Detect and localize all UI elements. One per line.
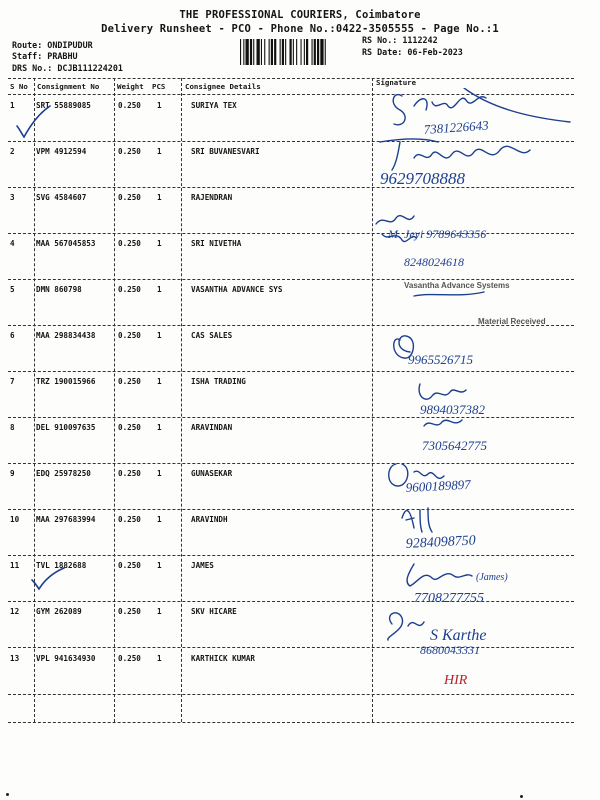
phone-handwritten: 9894037382	[420, 402, 485, 417]
row-consignment: MAA 567045853	[36, 239, 96, 248]
phone-handwritten: 9284098750	[405, 533, 477, 552]
row-pcs: 1	[157, 423, 162, 432]
checkmark-icon	[30, 566, 70, 592]
row-sno: 12	[10, 607, 20, 616]
drs-number: DRS No.: DCJB111224201	[12, 63, 123, 73]
company-title: THE PROFESSIONAL COURIERS, Coimbatore	[179, 9, 421, 21]
row-consignee: ARAVINDAN	[191, 423, 233, 432]
row-consignment: VPL 941634930	[36, 654, 96, 663]
row-pcs: 1	[157, 147, 162, 156]
phone-handwritten: 9600189897	[405, 476, 472, 495]
row-weight: 0.250	[118, 239, 141, 248]
row-sno: 13	[10, 654, 20, 663]
row-consignment: SRT 55889085	[36, 101, 91, 110]
row-consignment: MAA 297683994	[36, 515, 96, 524]
stamp-text: Material Received	[478, 317, 546, 326]
scan-speck	[6, 793, 9, 796]
signature-mark	[407, 564, 472, 586]
row-sno: 8	[10, 423, 15, 432]
row-sno: 1	[10, 101, 15, 110]
handwritten-name: (James)	[476, 572, 508, 583]
row-sno: 11	[10, 561, 20, 570]
row-pcs: 1	[157, 377, 162, 386]
row-weight: 0.250	[118, 607, 141, 616]
row-weight: 0.250	[118, 469, 141, 478]
phone-handwritten: 7708277755	[414, 591, 484, 606]
row-weight: 0.250	[118, 515, 141, 524]
phone-handwritten: 7381226643	[423, 117, 490, 137]
row-pcs: 1	[157, 193, 162, 202]
row-weight: 0.250	[118, 377, 141, 386]
row-pcs: 1	[157, 654, 162, 663]
row-consignment: GYM 262089	[36, 607, 82, 616]
row-consignment: MAA 298834438	[36, 331, 96, 340]
row-weight: 0.250	[118, 654, 141, 663]
row-consignment: TRZ 190015966	[36, 377, 96, 386]
row-consignee: ARAVINDH	[191, 515, 228, 524]
phone-handwritten: 7305642775	[422, 438, 487, 453]
phone-handwritten: 9965526715	[408, 352, 473, 367]
row-consignment: TVL 1882688	[36, 561, 87, 570]
row-weight: 0.250	[118, 423, 141, 432]
row-consignment: EDQ 25978250	[36, 469, 91, 478]
row-consignee: KARTHICK KUMAR	[191, 654, 256, 663]
row-pcs: 1	[157, 561, 162, 570]
handwritten-numbers	[380, 117, 508, 657]
signature-mark	[424, 420, 462, 426]
row-sno: 9	[10, 469, 15, 478]
signature-mark	[380, 139, 530, 170]
header-weight: Weight	[117, 82, 144, 91]
row-sno: 5	[10, 285, 15, 294]
row-consignee: VASANTHA ADVANCE SYS	[191, 285, 283, 294]
row-sno: 7	[10, 377, 15, 386]
row-consignee: GUNASEKAR	[191, 469, 233, 478]
row-pcs: 1	[157, 101, 162, 110]
row-pcs: 1	[157, 285, 162, 294]
signature-mark	[414, 292, 484, 296]
initials-red: HIR	[444, 673, 468, 688]
row-sno: 4	[10, 239, 15, 248]
phone-handwritten: 9629708888	[380, 169, 465, 188]
row-pcs: 1	[157, 607, 162, 616]
row-pcs: 1	[157, 515, 162, 524]
row-weight: 0.250	[118, 147, 141, 156]
row-sno: 10	[10, 515, 20, 524]
row-consignee: CAS SALES	[191, 331, 233, 340]
header-pcs: PCS	[152, 82, 166, 91]
row-sno: 6	[10, 331, 15, 340]
table-bottom-rule	[8, 722, 574, 723]
rs-number: RS No.: 1112242	[362, 35, 438, 45]
barcode-icon	[240, 39, 356, 65]
row-sno: 2	[10, 147, 15, 156]
row-weight: 0.250	[118, 285, 141, 294]
row-consignee: SURIYA TEX	[191, 101, 237, 110]
row-pcs: 1	[157, 331, 162, 340]
signature-mark	[376, 216, 414, 224]
handwritten-name: S Karthe	[430, 627, 487, 644]
signature-mark	[402, 508, 432, 532]
signature-mark	[388, 613, 424, 640]
row-consignee: ISHA TRADING	[191, 377, 246, 386]
route-label: Route: ONDIPUDUR	[12, 40, 93, 50]
rs-date: RS Date: 06-Feb-2023	[362, 47, 463, 57]
row-consignee: SKV HICARE	[191, 607, 237, 616]
row-pcs: 1	[157, 469, 162, 478]
stamp-text: Vasantha Advance Systems	[404, 281, 510, 290]
row-consignee: JAMES	[191, 561, 214, 570]
row-consignee: RAJENDRAN	[191, 193, 233, 202]
row-weight: 0.250	[118, 331, 141, 340]
signature-mark	[419, 384, 466, 399]
header-consignee: Consignee Details	[185, 82, 261, 91]
scan-speck	[520, 795, 523, 798]
row-consignment: DEL 910097635	[36, 423, 96, 432]
row-weight: 0.250	[118, 561, 141, 570]
runsheet-subtitle: Delivery Runsheet - PCO - Phone No.:0422-3505555 - Page No.:1	[101, 23, 499, 35]
row-weight: 0.250	[118, 193, 141, 202]
signature-column	[374, 88, 574, 708]
row-consignment: SVG 4584607	[36, 193, 87, 202]
row-consignment: VPM 4912594	[36, 147, 87, 156]
row-consignee: SRI BUVANESVARI	[191, 147, 260, 156]
header-signature: Signature	[376, 78, 417, 87]
row-weight: 0.250	[118, 101, 141, 110]
phone-handwritten: 8248024618	[404, 255, 464, 269]
row-pcs: 1	[157, 239, 162, 248]
rubber-stamps	[404, 281, 546, 326]
signature-mark	[464, 88, 570, 122]
checkmark-icon	[14, 104, 54, 140]
row-consignee: SRI NIVETHA	[191, 239, 242, 248]
header-consignment: Consignment No	[37, 82, 100, 91]
header-sno: S No	[10, 82, 28, 91]
row-sno: 3	[10, 193, 15, 202]
staff-label: Staff: PRABHU	[12, 51, 78, 61]
table-top-rule	[8, 78, 574, 79]
phone-handwritten: M. Jeyi 9789643356	[388, 227, 487, 241]
phone-handwritten: 8680043331	[420, 643, 480, 657]
row-consignment: DMN 860798	[36, 285, 82, 294]
